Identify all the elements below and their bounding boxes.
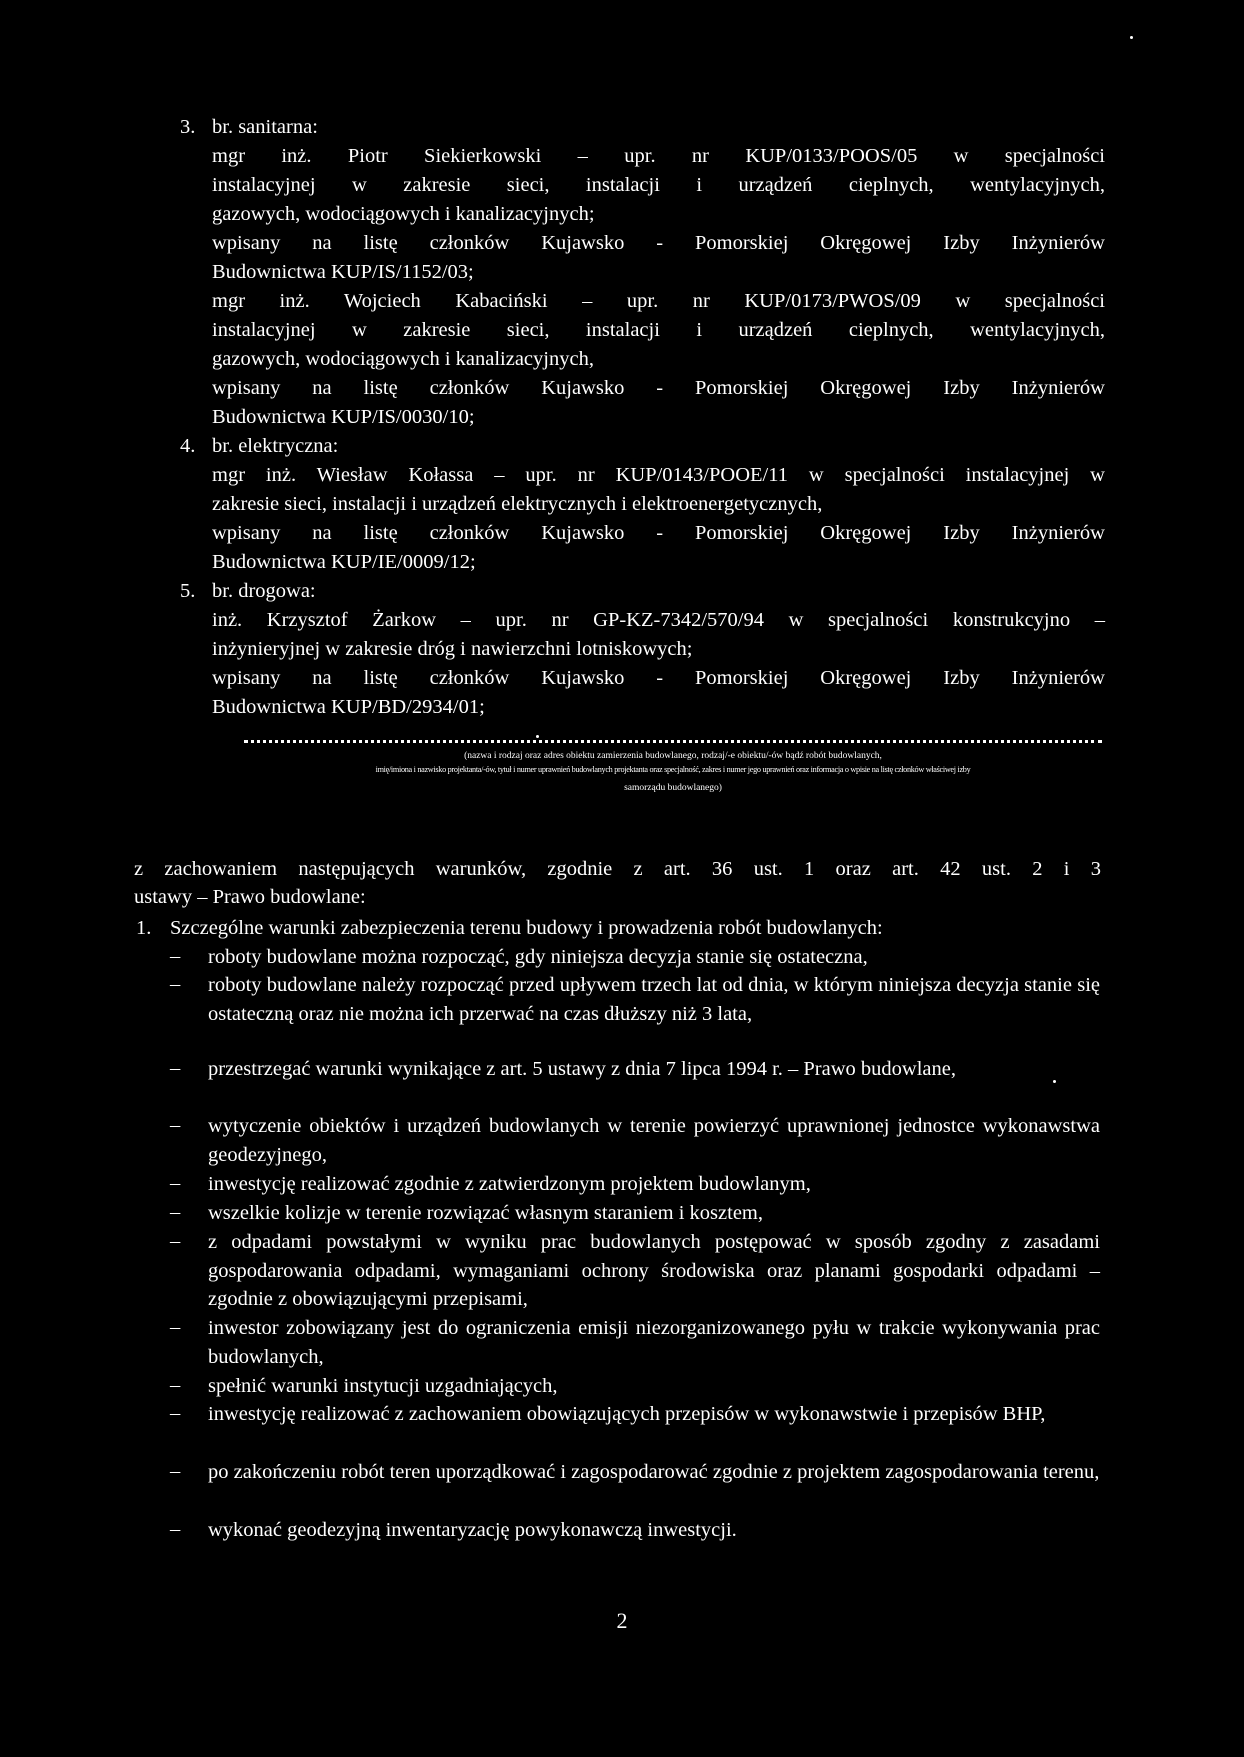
section-number: 5. [180,580,196,602]
point-heading: Szczególne warunki zabezpieczenia terenu budowy i prowadzenia robót budowlanych: [170,917,883,939]
list-dash: – [170,1114,181,1136]
designer-line: instalacyjnej w zakresie sieci, instalacji i urządzeń cieplnych, wentylacyjnych, [212,174,1105,196]
chamber-membership-line: Budownictwa KUP/IE/0009/12; [212,551,476,573]
scan-speck [1130,36,1133,39]
scan-speck [536,735,539,738]
list-dash: – [170,1374,181,1396]
list-item [208,1112,1100,1169]
list-item [208,1170,1100,1199]
chamber-membership-line: Budownictwa KUP/IS/0030/10; [212,406,475,428]
list-item-text: z odpadami powstałymi w wyniku prac budowlanych postępować w sposób zgodny z zasadami gospodarowania odpadami, wymaganiami ochrony środowiska oraz planami gospodarki odpadami – zgodnie z obowiązującymi przepisami, [208,1231,1100,1310]
list-item-text: po zakończeniu robót teren uporządkować i zagospodarować zgodnie z projektem zagospodarowania terenu, [208,1461,1100,1483]
caption-line: (nazwa i rodzaj oraz adres obiektu zamierzenia budowlanego, rodzaj/-e obiektu/-ów bądź robót budowlanych, [464,751,882,761]
list-item-text: inwestycję realizować zgodnie z zatwierdzonym projektem budowlanym, [208,1173,811,1195]
list-item [208,1516,1100,1545]
chamber-membership-line: wpisany na listę członków Kujawsko - Pomorskiej Okręgowej Izby Inżynierów [212,232,1105,254]
list-item-text: inwestor zobowiązany jest do ograniczenia emisji niezorganizowanego pyłu w trakcie wykonywania prac budowlanych, [208,1317,1100,1368]
list-dash: – [170,1172,181,1194]
point-number: 1. [136,917,152,939]
designer-line: zakresie sieci, instalacji i urządzeń elektrycznych i elektroenergetycznych, [212,493,823,515]
list-item-text: inwestycję realizować z zachowaniem obowiązujących przepisów w wykonawstwie i przepisów BHP, [208,1403,1046,1425]
designer-line: mgr inż. Piotr Siekierkowski – upr. nr KUP/0133/POOS/05 w specjalności [212,145,1105,167]
list-dash: – [170,1230,181,1252]
list-dash: – [170,1518,181,1540]
section-title-road: br. drogowa: [212,580,316,602]
list-item-text: wykonać geodezyjną inwentaryzację powykonawczą inwestycji. [208,1519,737,1541]
list-item [208,943,1100,972]
chamber-membership-line: wpisany na listę członków Kujawsko - Pomorskiej Okręgowej Izby Inżynierów [212,377,1105,399]
scan-speck [1053,1080,1056,1083]
conditions-intro-line: ustawy – Prawo budowlane: [134,886,366,908]
list-item-text: roboty budowlane należy rozpocząć przed upływem trzech lat od dnia, w którym niniejsza decyzja stanie się ostateczną oraz nie można ich przerwać na czas dłuższy niż 3 lata, [208,974,1100,1025]
list-item-text: przestrzegać warunki wynikające z art. 5 ustawy z dnia 7 lipca 1994 r. – Prawo budowlane, [208,1058,956,1080]
list-item [208,971,1100,1028]
list-item [208,1055,1100,1084]
chamber-membership-line: wpisany na listę członków Kujawsko - Pomorskiej Okręgowej Izby Inżynierów [212,667,1105,689]
list-item [208,1199,1100,1228]
designer-line: inż. Krzysztof Żarkow – upr. nr GP-KZ-7342/570/94 w specjalności konstrukcyjno – [212,609,1105,631]
designer-line: mgr inż. Wiesław Kołassa – upr. nr KUP/0143/POOE/11 w specjalności instalacyjnej w [212,464,1105,486]
list-item [208,1458,1100,1487]
list-item [208,1228,1100,1314]
designer-line: mgr inż. Wojciech Kabaciński – upr. nr KUP/0173/PWOS/09 w specjalności [212,290,1105,312]
designer-line: gazowych, wodociągowych i kanalizacyjnych, [212,348,594,370]
list-item-text: wszelkie kolizje w terenie rozwiązać własnym staraniem i kosztem, [208,1202,763,1224]
designer-line: gazowych, wodociągowych i kanalizacyjnych; [212,203,595,225]
list-item [208,1400,1100,1429]
page-number: 2 [616,1608,628,1633]
chamber-membership-line: Budownictwa KUP/IS/1152/03; [212,261,474,283]
list-item-text: spełnić warunki instytucji uzgadniających, [208,1375,558,1397]
list-dash: – [170,945,181,967]
list-dash: – [170,1402,181,1424]
chamber-membership-line: wpisany na listę członków Kujawsko - Pomorskiej Okręgowej Izby Inżynierów [212,522,1105,544]
list-dash: – [170,1201,181,1223]
section-number: 3. [180,116,196,138]
list-item-text: roboty budowlane można rozpocząć, gdy niniejsza decyzja stanie się ostateczna, [208,946,868,968]
list-dash: – [170,1057,181,1079]
section-number: 4. [180,435,196,457]
caption-line: samorządu budowlanego) [624,783,722,793]
list-item-text: wytyczenie obiektów i urządzeń budowlanych w terenie powierzyć uprawnionej jednostce wykonawstwa geodezyjnego, [208,1115,1100,1166]
caption-line: imię/imiona i nazwisko projektanta/-ów, tytuł i numer uprawnień budowlanych projektanta oraz specjalność, zakres i numer jego uprawnień oraz informacja o wpisie na listę członków właściwej izby [375,765,971,774]
list-dash: – [170,1316,181,1338]
list-item [208,1314,1100,1371]
list-dash: – [170,973,181,995]
list-dash: – [170,1460,181,1482]
designer-line: inżynieryjnej w zakresie dróg i nawierzchni lotniskowych; [212,638,693,660]
chamber-membership-line: Budownictwa KUP/BD/2934/01; [212,696,485,718]
designer-line: instalacyjnej w zakresie sieci, instalacji i urządzeń cieplnych, wentylacyjnych, [212,319,1105,341]
list-item [208,1372,1100,1401]
dotted-fill-line [244,740,1102,747]
conditions-intro-line: z zachowaniem następujących warunków, zgodnie z art. 36 ust. 1 oraz art. 42 ust. 2 i 3 [134,858,1101,880]
section-title-electrical: br. elektryczna: [212,435,339,457]
section-title-sanitary: br. sanitarna: [212,116,318,138]
